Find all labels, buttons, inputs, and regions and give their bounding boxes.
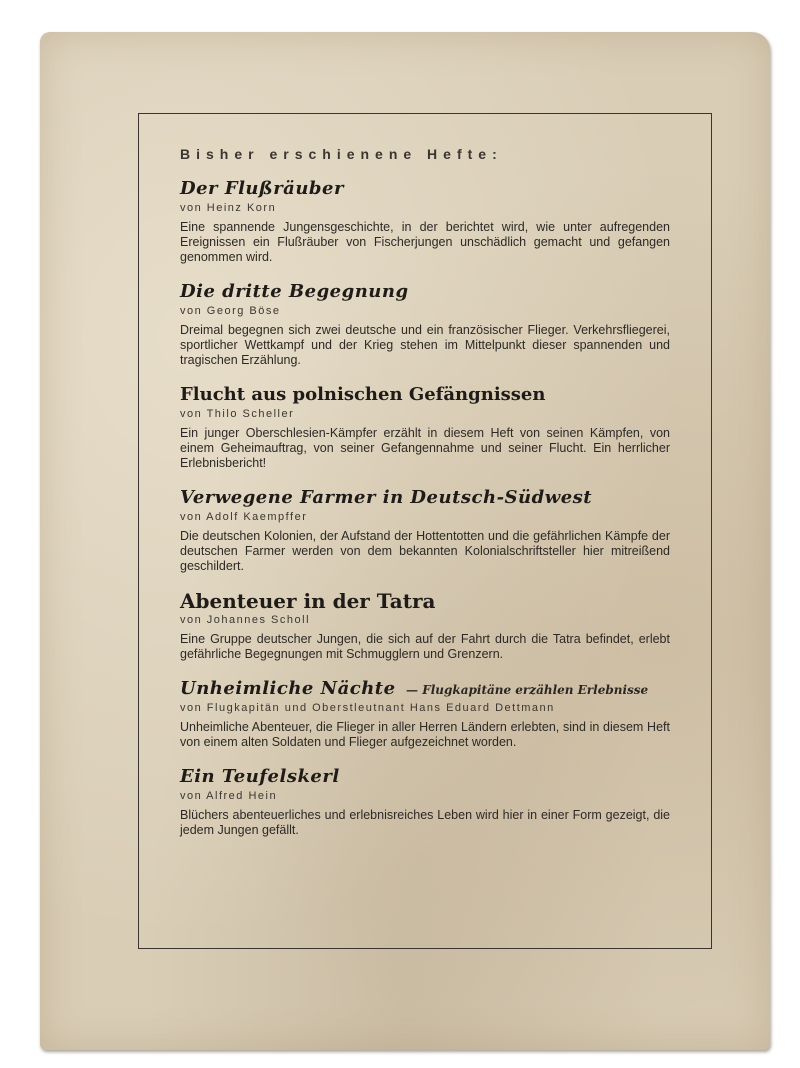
list-item [180,678,670,750]
list-item [180,487,670,574]
booklet-author: von Johannes Scholl [180,614,311,626]
booklet-author: von Georg Böse [180,305,281,317]
booklet-title: Verwegene Farmer in Deutsch-Südwest [180,487,593,508]
list-item [180,766,670,838]
booklet-author: von Adolf Kaempffer [180,511,308,523]
booklet-author: von Heinz Korn [180,202,277,214]
booklet-author: von Alfred Hein [180,790,278,802]
booklet-title: Abenteuer in der Tatra [180,589,436,613]
list-item [180,281,670,368]
list-item [180,178,670,265]
list-item [180,590,670,662]
booklet-description: Unheimliche Abenteuer, die Flieger in aller Herren Ländern erlebten, sind in diesem Heft von einem alten Soldaten und Flieger aufgezeichnet worden. [180,720,670,749]
booklet-description: Eine Gruppe deutscher Jungen, die sich auf der Fahrt durch die Tatra befindet, erlebt gefährliche Begegnungen mit Schmugglern und Grenzern. [180,632,670,661]
list-item [180,384,670,471]
list-heading: Bisher erschienene Hefte: [180,146,503,162]
booklet-author: von Flugkapitän und Oberstleutnant Hans Eduard Dettmann [180,702,555,714]
publication-list [180,140,670,854]
booklet-title: Ein Teufelskerl [180,766,340,787]
booklet-description: Dreimal begegnen sich zwei deutsche und ein französischer Flieger. Verkehrsfliegerei, sportlicher Wettkampf und der Krieg stehen im Mittelpunkt dieser spannenden und tragischen Erzählung. [180,323,670,367]
booklet-title: Unheimliche Nächte [180,678,396,699]
booklet-title-line [180,678,670,700]
booklet-title: Flucht aus polnischen Gefängnissen [180,384,546,405]
booklet-title: Der Flußräuber [180,178,344,199]
booklet-description: Die deutschen Kolonien, der Aufstand der Hottentotten und die gefährlichen Kämpfe der deutschen Farmer werden von dem bekannten Kolonialschriftsteller hier mitreißend geschildert. [180,529,670,573]
booklet-author: von Thilo Scheller [180,408,295,420]
booklet-title: Die dritte Begegnung [180,281,409,302]
booklet-subtitle: — Flugkapitäne erzählen Erlebnisse [406,683,649,697]
booklet-description: Ein junger Oberschlesien-Kämpfer erzählt in diesem Heft von seinen Kämpfen, von einem Geheimauftrag, von seiner Gefangennahme und seiner Flucht. Ein herrlicher Erlebnisbericht! [180,426,670,470]
booklet-description: Blüchers abenteuerliches und erlebnisreiches Leben wird hier in einer Form gezeigt, die jedem Jungen gefällt. [180,808,670,837]
booklet-description: Eine spannende Jungensgeschichte, in der berichtet wird, wie unter aufregenden Ereignissen ein Flußräuber von Fischerjungen unschädlich gemacht und gefangen genommen wird. [180,220,670,264]
